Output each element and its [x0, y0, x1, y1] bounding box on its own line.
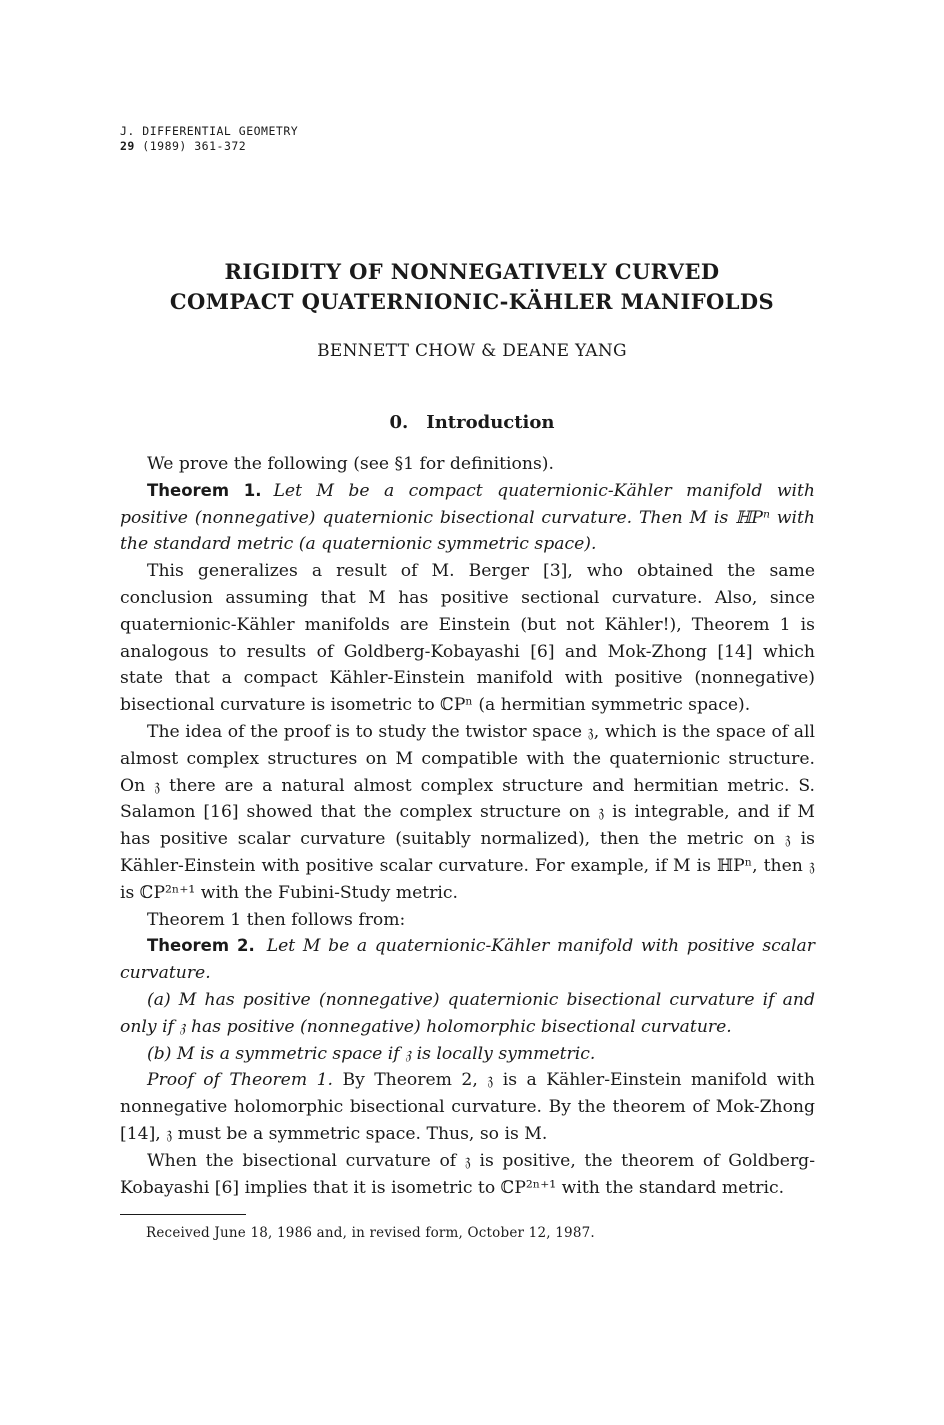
paragraph-4: Theorem 1 then follows from: — [147, 909, 406, 930]
paragraph-1: We prove the following (see §1 for definitions). — [147, 454, 554, 474]
journal-name: J. DIFFERENTIAL GEOMETRY — [120, 124, 299, 138]
paragraph-3: The idea of the proof is to study the twistor space 𝔷, which is the space of all almost complex structures on M compatible with the quaternionic structure. On 𝔷 there are a natural almost complex structure and hermitian metric. S. Salamon [16] showed that the complex structure on 𝔷 is integrable, and if M has positive scalar curvature (suitably normalized), then the metric on 𝔷 is Kähler-Einstein with positive scalar curvature. For example, if M is ℍPⁿ, then 𝔷 is ℂP²ⁿ⁺¹ with the Fubini-Study metric. — [120, 721, 815, 903]
theorem-2-part-a: (a) M has positive (nonnegative) quaternionic bisectional curvature if and only if 𝔷 has positive (nonnegative) holomorphic bisectional curvature. — [120, 989, 815, 1037]
theorem-2-text: Let M be a quaternionic-Kähler manifold with positive scalar curvature. — [120, 936, 815, 984]
proof-label: Proof of Theorem 1. — [147, 1070, 333, 1091]
footnote-rule — [120, 1214, 246, 1215]
proof-theorem-1 — [120, 1067, 815, 1147]
theorem-2-part-b: (b) M is a symmetric space if 𝔷 is locally symmetric. — [147, 1043, 596, 1064]
section-title: Introduction — [426, 412, 555, 433]
section-number: 0. — [389, 412, 409, 433]
section-heading — [0, 412, 944, 433]
journal-volume-line — [120, 139, 298, 154]
paragraph-5: When the bisectional curvature of 𝔷 is positive, the theorem of Goldberg-Kobayashi [6] implies that it is isometric to ℂP²ⁿ⁺¹ with the standard metric. — [120, 1150, 815, 1198]
footnote: Received June 18, 1986 and, in revised form, October 12, 1987. — [146, 1225, 595, 1241]
paragraph-2: This generalizes a result of M. Berger [3], who obtained the same conclusion assuming that M has positive sectional curvature. Also, since quaternionic-Kähler manifolds are Einstein (but not Kähler!), Theorem 1 is analogous to results of Goldberg-Kobayashi [6] and Mok-Zhong [14] which state that a compact Kähler-Einstein manifold with positive (nonnegative) bisectional curvature is isometric to ℂPⁿ (a hermitian symmetric space). — [120, 561, 815, 716]
paper-authors: BENNETT CHOW & DEANE YANG — [317, 341, 627, 361]
theorem-1 — [120, 478, 815, 558]
theorem-2-label: Theorem 2. — [147, 936, 255, 956]
paper-title — [0, 257, 944, 317]
body-text — [120, 451, 815, 1201]
title-line-2: COMPACT QUATERNIONIC-KÄHLER MANIFOLDS — [169, 289, 775, 314]
theorem-2 — [120, 933, 815, 987]
journal-volume: 29 — [120, 139, 135, 153]
journal-issue-pages: (1989) 361-372 — [142, 139, 247, 153]
proof-text: By Theorem 2, 𝔷 is a Kähler-Einstein manifold with nonnegative holomorphic bisectional curvature. By the theorem of Mok-Zhong [14], 𝔷 must be a symmetric space. Thus, so is M. — [120, 1070, 815, 1144]
theorem-1-label: Theorem 1. — [147, 480, 262, 500]
title-line-1: RIGIDITY OF NONNEGATIVELY CURVED — [224, 259, 720, 284]
journal-header — [120, 124, 298, 154]
theorem-1-text: Let M be a compact quaternionic-Kähler manifold with positive (nonnegative) quaternionic bisectional curvature. Then M is ℍPⁿ with the standard metric (a quaternionic symmetric space). — [120, 480, 816, 555]
